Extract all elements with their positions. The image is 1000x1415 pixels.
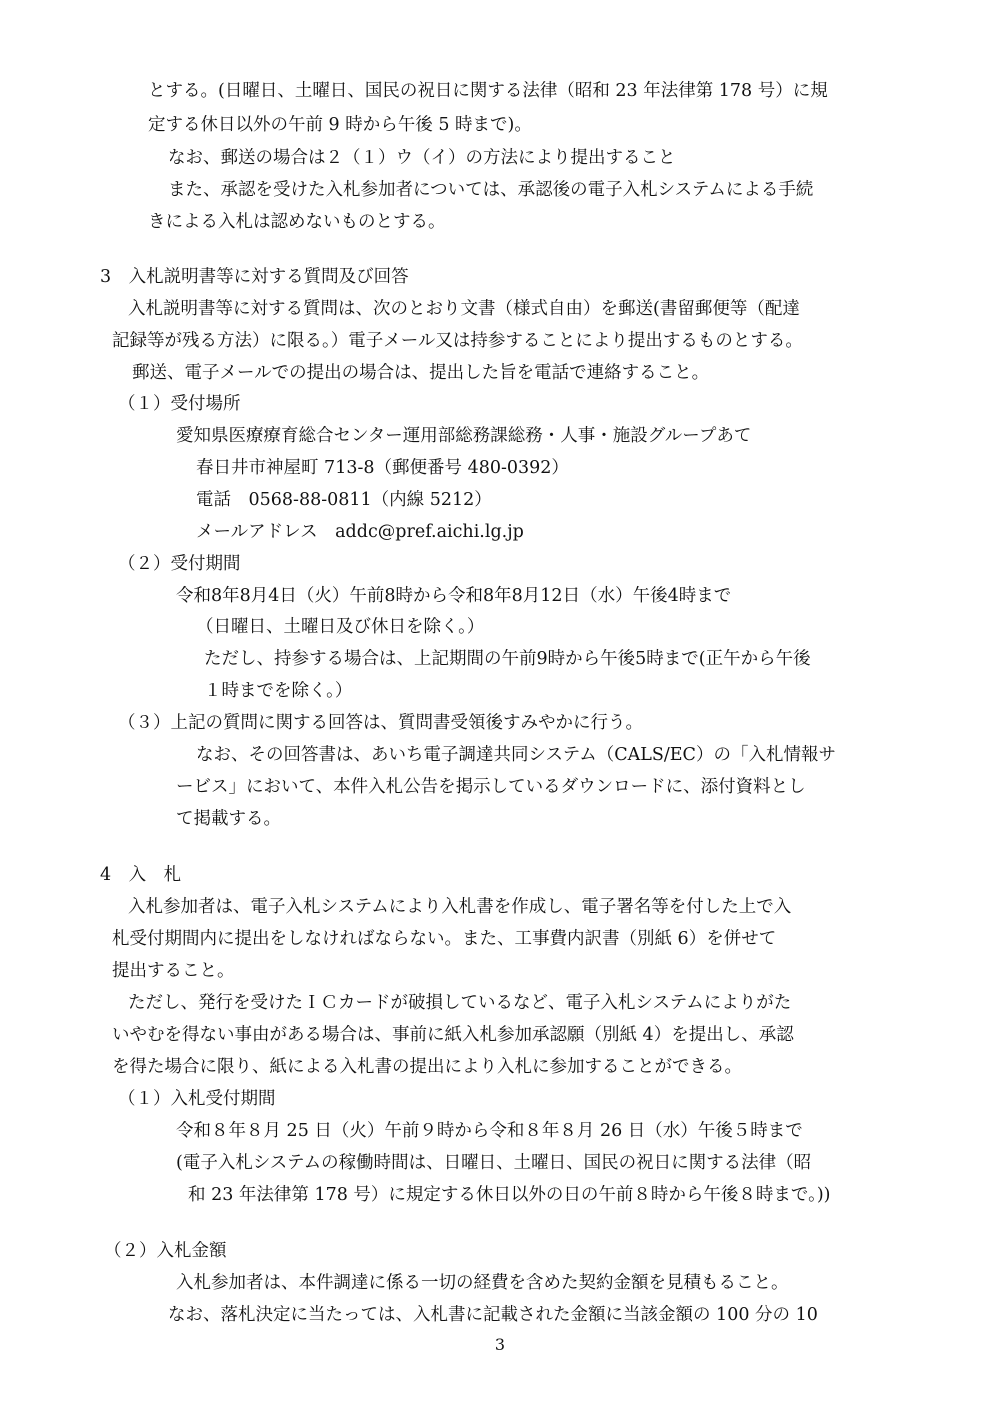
text-line: 令和８年８月 25 日（火）午前９時から令和８年８月 26 日（水）午後５時まで [176,1121,803,1141]
text-line: 令和8年8月4日（火）午前8時から令和8年8月12日（水）午後4時まで [176,586,732,606]
text-line: (電子入札システムの稼働時間は、日曜日、土曜日、国民の祝日に関する法律（昭 [176,1153,812,1173]
text-line: とする。(日曜日、土曜日、国民の祝日に関する法律（昭和 23 年法律第 178 号）に規 [148,81,828,101]
text-line: 和 23 年法律第 178 号）に規定する休日以外の日の午前８時から午後８時まで。)) [188,1185,831,1205]
subsection-heading: （３）上記の質問に関する回答は、質問書受領後すみやかに行う。 [118,713,643,733]
subsection-heading: （２）入札金額 [104,1241,227,1261]
text-line: 電話 0568-88-0811（内線 5212） [196,490,492,510]
subsection-heading: （１）入札受付期間 [118,1089,276,1109]
text-line: １時までを除く。） [204,681,353,701]
subsection-heading: （２）受付期間 [118,554,241,574]
text-line: なお、その回答書は、あいち電子調達共同システム（CALS/EC）の「入札情報サ [196,745,836,765]
text-line: ただし、持参する場合は、上記期間の午前9時から午後5時まで(正午から午後 [204,649,811,669]
text-line: ただし、発行を受けたＩＣカードが破損しているなど、電子入札システムによりがた [128,993,792,1013]
text-line: いやむを得ない事由がある場合は、事前に紙入札参加承認願（別紙 4）を提出し、承認 [112,1025,794,1045]
text-line: 郵送、電子メールでの提出の場合は、提出した旨を電話で連絡すること。 [132,363,710,383]
text-line: 入札参加者は、本件調達に係る一切の経費を含めた契約金額を見積もること。 [176,1273,789,1293]
page-number: 3 [494,1335,506,1354]
text-line: 入札説明書等に対する質問は、次のとおり文書（様式自由）を郵送(書留郵便等（配達 [128,299,800,319]
text-line: 入札参加者は、電子入札システムにより入札書を作成し、電子署名等を付した上で入 [128,897,792,917]
text-line: 愛知県医療療育総合センター運用部総務課総務・人事・施設グループあて [176,426,752,446]
text-line: （日曜日、土曜日及び休日を除く。） [196,617,485,637]
text-line: また、承認を受けた入札参加者については、承認後の電子入札システムによる手続 [168,180,814,200]
text-line: 記録等が残る方法）に限る。）電子メール又は持参することにより提出するものとする。 [112,331,803,351]
text-line: ービス」において、本件入札公告を掲示しているダウンロードに、添付資料とし [176,777,806,797]
text-line: 春日井市神屋町 713-8（郵便番号 480-0392） [196,458,569,478]
text-line: きによる入札は認めないものとする。 [148,212,446,232]
text-line: なお、落札決定に当たっては、入札書に記載された金額に当該金額の 100 分の 10 [168,1305,818,1325]
text-line: 札受付期間内に提出をしなければならない。また、工事費内訳書（別紙 6）を併せて [112,929,777,949]
section-heading: 4 入 札 [100,865,182,885]
text-line: を得た場合に限り、紙による入札書の提出により入札に参加することができる。 [112,1057,742,1077]
text-line: 提出すること。 [112,961,235,981]
text-line: なお、郵送の場合は２（１）ウ（イ）の方法により提出すること [168,148,676,168]
section-heading: 3 入札説明書等に対する質問及び回答 [100,267,409,287]
text-line: て掲載する。 [176,809,281,829]
text-line: 定する休日以外の午前 9 時から午後 5 時まで)。 [148,115,532,135]
subsection-heading: （１）受付場所 [118,394,241,414]
text-line: メールアドレス addc@pref.aichi.lg.jp [196,522,524,542]
